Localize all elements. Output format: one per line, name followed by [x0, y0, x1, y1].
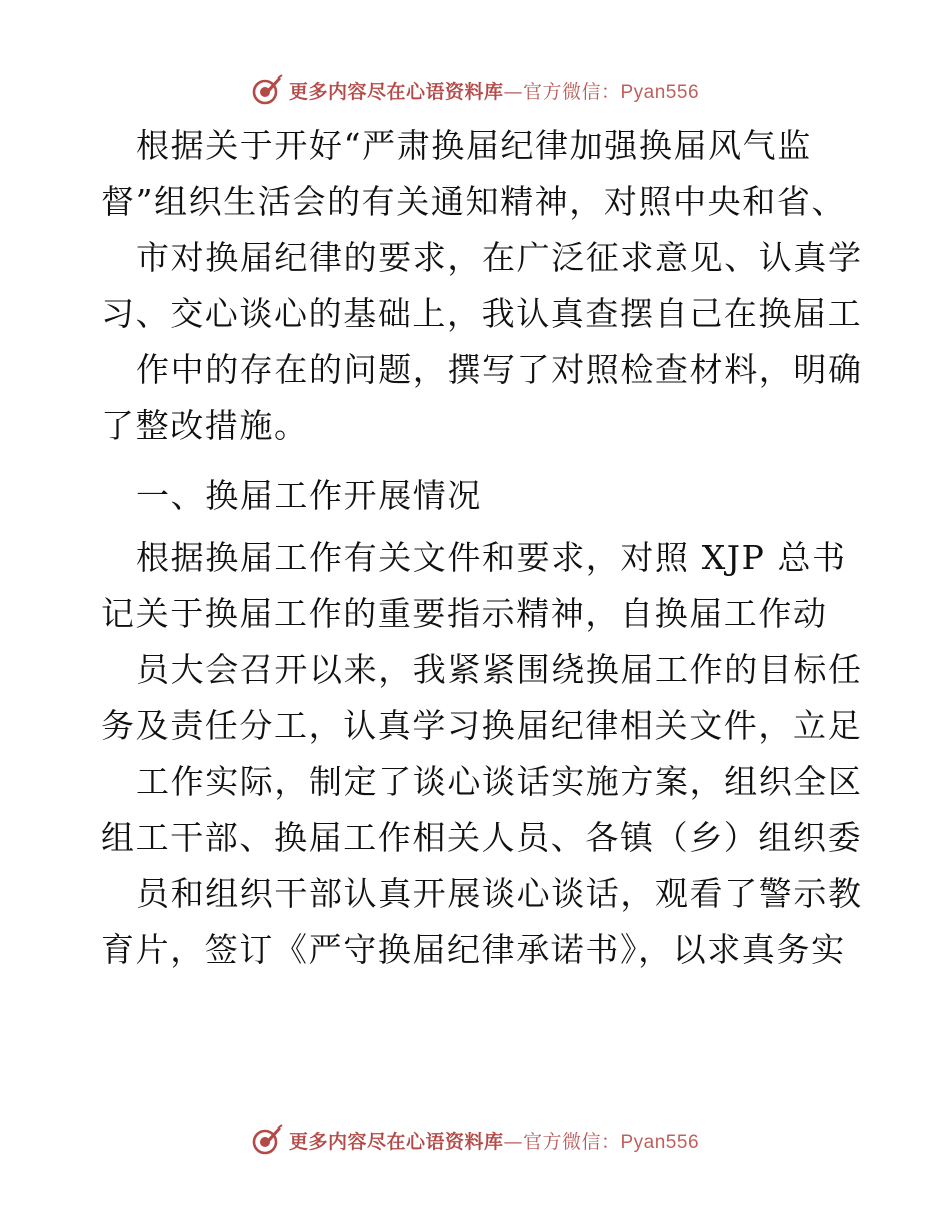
body-line-15: 育片，签订《严守换届纪律承诺书》，以求真务实 [101, 930, 846, 969]
watermark-wechat-label: 官方微信： [522, 80, 621, 103]
body-line-13: 组工干部、换届工作相关人员、各镇（乡）组织委 [101, 818, 863, 857]
watermark-brand: 更多内容尽在心语资料库 [288, 80, 504, 103]
watermark-wechat-id: Pyan556 [620, 1131, 700, 1153]
watermark-brand: 更多内容尽在心语资料库 [288, 1130, 504, 1153]
body-line-9: 记关于换届工作的重要指示精神，自换届工作动 [101, 594, 828, 633]
body-line-1: 根据关于开好“严肃换届纪律加强换届风气监 [136, 126, 812, 165]
section-heading: 一、换届工作开展情况 [136, 476, 482, 515]
body-line-6: 了整改措施。 [101, 406, 309, 445]
body-line-5: 作中的存在的问题，撰写了对照检查材料，明确 [136, 350, 863, 389]
watermark-wechat-id: Pyan556 [620, 81, 700, 103]
watermark-separator: — [503, 80, 523, 103]
watermark-text [289, 77, 699, 104]
body-line-14: 员和组织干部认真开展谈心谈话，观看了警示教 [136, 874, 863, 913]
body-line-11: 务及责任分工，认真学习换届纪律相关文件，立足 [101, 706, 863, 745]
quill-logo-icon [251, 1124, 283, 1156]
watermark-wechat-label: 官方微信： [522, 1130, 621, 1153]
body-line-12: 工作实际，制定了谈心谈话实施方案，组织全区 [136, 762, 863, 801]
body-line-8: 根据换届工作有关文件和要求，对照 XJP 总书 [136, 538, 847, 577]
watermark-separator: — [503, 1130, 523, 1153]
watermark-footer [0, 1122, 950, 1158]
watermark-header [0, 72, 950, 108]
body-line-10: 员大会召开以来，我紧紧围绕换届工作的目标任 [136, 650, 863, 689]
watermark-text [289, 1127, 699, 1154]
quill-logo-icon [251, 74, 283, 106]
body-line-2: 督”组织生活会的有关通知精神，对照中央和省、 [101, 182, 847, 221]
body-line-4: 习、交心谈心的基础上，我认真查摆自己在换届工 [101, 294, 863, 333]
body-line-3: 市对换届纪律的要求，在广泛征求意见、认真学 [136, 238, 863, 277]
